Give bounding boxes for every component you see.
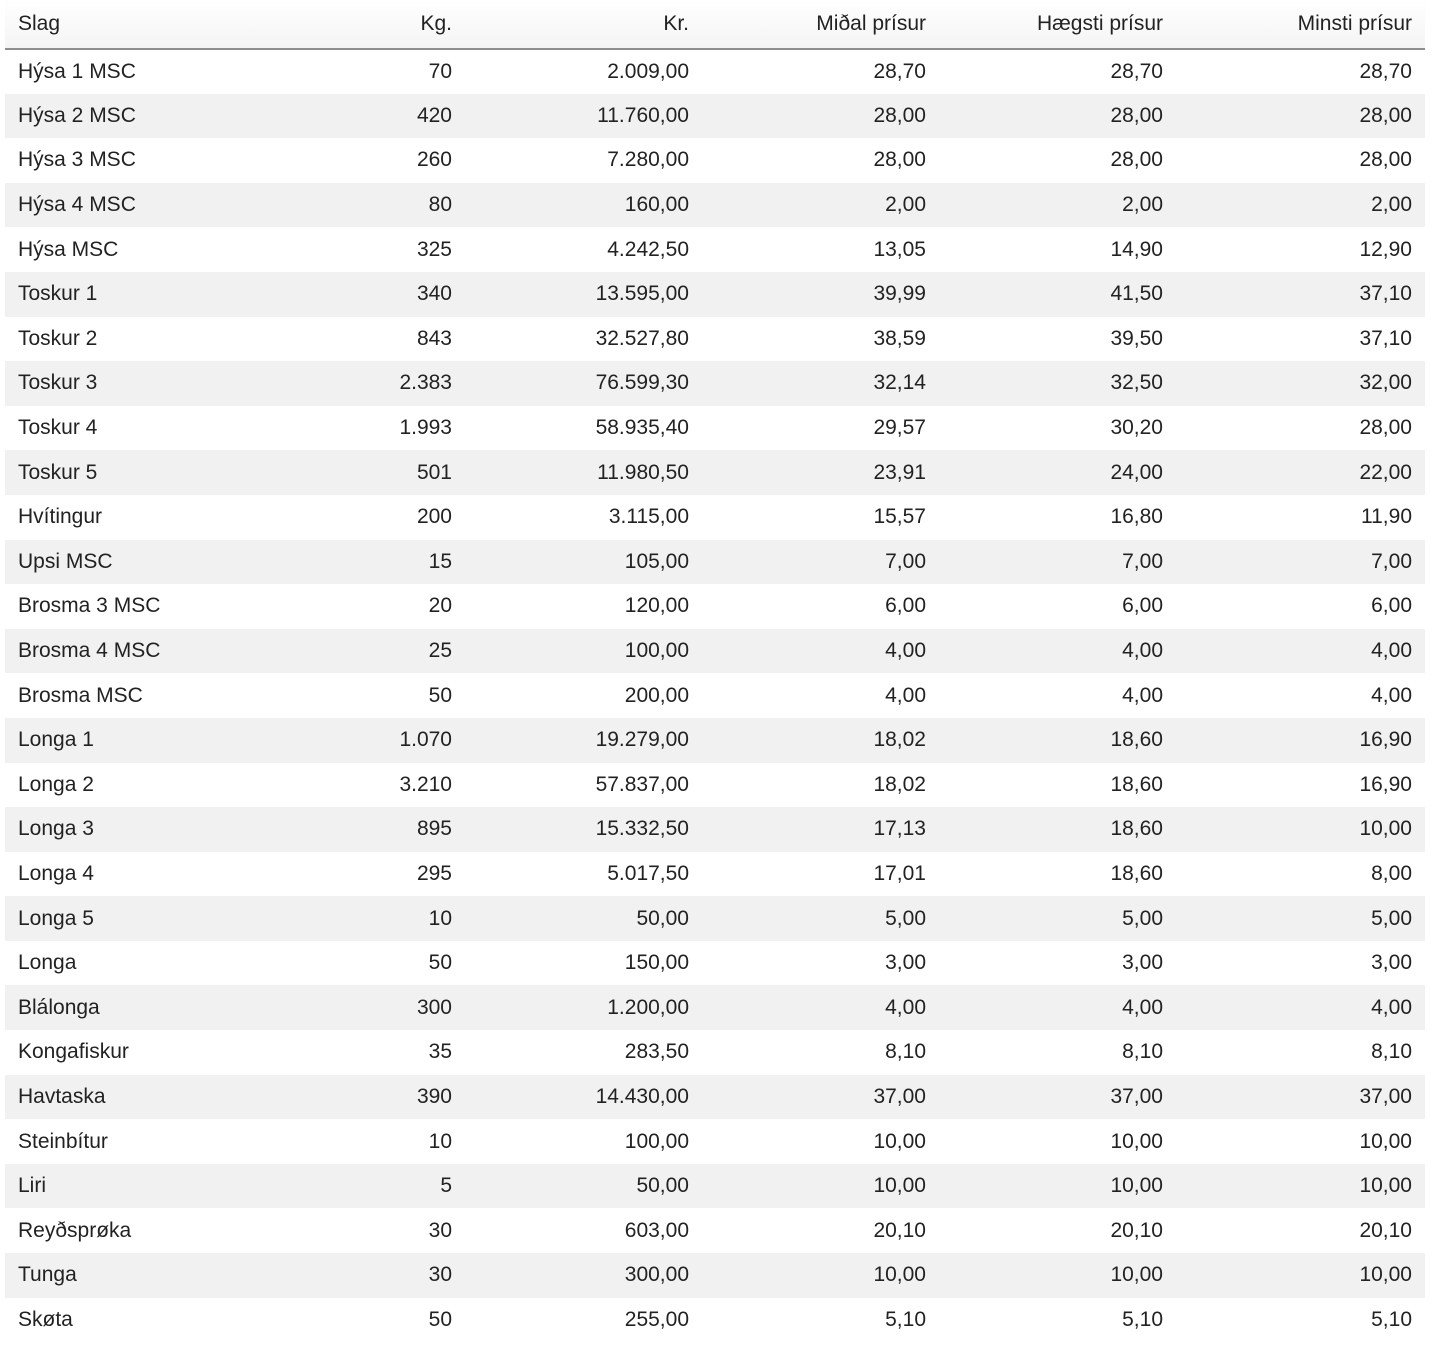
cell-highest-price: 37,00 (1110, 1084, 1163, 1108)
cell-lowest-price: 10,00 (1359, 1174, 1412, 1198)
cell-average-price: 28,70 (873, 59, 926, 83)
cell-average-price: 38,59 (873, 326, 926, 350)
cell-lowest-price: 28,00 (1359, 103, 1412, 127)
cell-highest-price: 10,00 (1110, 1263, 1163, 1287)
cell-species: Toskur 2 (18, 326, 98, 350)
cell-lowest-price: 7,00 (1371, 549, 1412, 573)
table-row (5, 896, 1425, 941)
cell-kr: 7.280,00 (607, 148, 689, 172)
cell-average-price: 28,00 (873, 103, 926, 127)
table-row (5, 361, 1425, 406)
cell-lowest-price: 28,00 (1359, 416, 1412, 440)
cell-species: Liri (18, 1174, 47, 1198)
table-row (5, 763, 1425, 808)
cell-kg: 80 (428, 193, 452, 217)
cell-highest-price: 7,00 (1122, 549, 1163, 573)
cell-kr: 3.115,00 (608, 505, 689, 529)
column-header-kg[interactable]: Kg. (245, 0, 465, 49)
cell-kr: 14.430,00 (595, 1084, 689, 1108)
cell-average-price: 18,02 (873, 772, 926, 796)
cell-kg: 30 (428, 1218, 452, 1242)
cell-kr: 100,00 (624, 639, 689, 663)
cell-highest-price: 2,00 (1122, 193, 1163, 217)
cell-lowest-price: 32,00 (1359, 371, 1412, 395)
table-body (5, 49, 1425, 1342)
table-row (5, 1119, 1425, 1164)
cell-average-price: 15,57 (873, 505, 926, 529)
table-row (5, 1164, 1425, 1209)
cell-average-price: 28,00 (873, 148, 926, 172)
cell-species: Brosma 3 MSC (18, 594, 161, 618)
cell-lowest-price: 10,00 (1359, 1263, 1412, 1287)
cell-highest-price: 18,60 (1110, 817, 1163, 841)
cell-kr: 100,00 (624, 1129, 689, 1153)
cell-kr: 58.935,40 (595, 416, 689, 440)
cell-lowest-price: 5,00 (1371, 906, 1412, 930)
cell-species: Skøta (18, 1307, 73, 1331)
table-row (5, 317, 1425, 362)
table-row (5, 272, 1425, 317)
table-row (5, 406, 1425, 451)
cell-kg: 70 (428, 59, 452, 83)
cell-highest-price: 4,00 (1122, 639, 1163, 663)
cell-lowest-price: 10,00 (1359, 1129, 1412, 1153)
table-row (5, 718, 1425, 763)
cell-species: Hýsa 3 MSC (18, 148, 136, 172)
cell-kr: 1.200,00 (607, 995, 689, 1019)
cell-kr: 57.837,00 (595, 772, 689, 796)
cell-species: Steinbítur (18, 1129, 108, 1153)
cell-kg: 843 (416, 326, 452, 350)
cell-species: Toskur 3 (18, 371, 98, 395)
cell-highest-price: 18,60 (1110, 861, 1163, 885)
table-row (5, 629, 1425, 674)
cell-average-price: 32,14 (873, 371, 926, 395)
column-header-average-price[interactable]: Miðal prísur (702, 0, 939, 49)
cell-kr: 2.009,00 (607, 59, 689, 83)
table-row (5, 138, 1425, 183)
cell-species: Brosma MSC (18, 683, 143, 707)
column-header-kr[interactable]: Kr. (465, 0, 702, 49)
cell-kr: 76.599,30 (595, 371, 689, 395)
cell-highest-price: 24,00 (1110, 460, 1163, 484)
cell-kg: 501 (416, 460, 452, 484)
cell-kr: 603,00 (624, 1218, 689, 1242)
cell-species: Havtaska (18, 1084, 106, 1108)
cell-kr: 105,00 (624, 549, 689, 573)
cell-kg: 50 (428, 683, 452, 707)
table-header (5, 0, 1425, 49)
cell-highest-price: 41,50 (1110, 282, 1163, 306)
cell-highest-price: 6,00 (1122, 594, 1163, 618)
cell-lowest-price: 37,10 (1359, 326, 1412, 350)
cell-average-price: 4,00 (885, 995, 926, 1019)
cell-kg: 390 (416, 1084, 452, 1108)
price-table-container (5, 0, 1425, 1342)
cell-lowest-price: 16,90 (1359, 772, 1412, 796)
cell-kg: 10 (428, 906, 452, 930)
cell-average-price: 8,10 (885, 1040, 926, 1064)
cell-species: Hýsa 4 MSC (18, 193, 136, 217)
cell-lowest-price: 5,10 (1371, 1307, 1412, 1331)
cell-highest-price: 10,00 (1110, 1129, 1163, 1153)
cell-species: Hýsa 2 MSC (18, 103, 136, 127)
cell-lowest-price: 22,00 (1359, 460, 1412, 484)
cell-highest-price: 10,00 (1110, 1174, 1163, 1198)
cell-species: Upsi MSC (18, 549, 113, 573)
table-row (5, 495, 1425, 540)
cell-kg: 420 (416, 103, 452, 127)
cell-highest-price: 5,10 (1122, 1307, 1163, 1331)
cell-species: Hýsa MSC (18, 237, 119, 261)
table-row (5, 227, 1425, 272)
cell-average-price: 23,91 (873, 460, 926, 484)
cell-species: Tunga (18, 1263, 77, 1287)
cell-average-price: 2,00 (885, 193, 926, 217)
cell-average-price: 10,00 (873, 1263, 926, 1287)
cell-lowest-price: 4,00 (1371, 683, 1412, 707)
cell-highest-price: 14,90 (1110, 237, 1163, 261)
table-row (5, 673, 1425, 718)
table-header-row (5, 0, 1425, 49)
cell-average-price: 3,00 (885, 951, 926, 975)
table-row (5, 852, 1425, 897)
cell-lowest-price: 20,10 (1359, 1218, 1412, 1242)
table-row (5, 94, 1425, 139)
cell-kg: 20 (428, 594, 452, 618)
cell-kr: 13.595,00 (595, 282, 689, 306)
cell-kr: 255,00 (624, 1307, 689, 1331)
cell-kr: 5.017,50 (607, 861, 689, 885)
cell-species: Longa 3 (18, 817, 94, 841)
cell-species: Longa 2 (18, 772, 94, 796)
cell-kr: 160,00 (624, 193, 689, 217)
cell-kg: 1.993 (399, 416, 452, 440)
cell-highest-price: 18,60 (1110, 772, 1163, 796)
cell-highest-price: 8,10 (1122, 1040, 1163, 1064)
cell-average-price: 18,02 (873, 728, 926, 752)
cell-highest-price: 5,00 (1122, 906, 1163, 930)
cell-average-price: 4,00 (885, 683, 926, 707)
cell-average-price: 10,00 (873, 1129, 926, 1153)
column-header-species[interactable]: Slag (5, 0, 245, 49)
column-header-lowest-price[interactable]: Minsti prísur (1176, 0, 1425, 49)
cell-average-price: 7,00 (885, 549, 926, 573)
cell-average-price: 5,00 (885, 906, 926, 930)
cell-kg: 295 (416, 861, 452, 885)
table-row (5, 584, 1425, 629)
cell-kg: 325 (416, 237, 452, 261)
cell-kg: 15 (428, 549, 452, 573)
cell-kr: 50,00 (636, 906, 689, 930)
cell-species: Blálonga (18, 995, 100, 1019)
cell-kg: 1.070 (399, 728, 452, 752)
cell-lowest-price: 16,90 (1359, 728, 1412, 752)
table-row (5, 1298, 1425, 1343)
cell-species: Kongafiskur (18, 1040, 129, 1064)
cell-kr: 283,50 (624, 1040, 689, 1064)
cell-species: Toskur 5 (18, 460, 98, 484)
cell-kr: 19.279,00 (595, 728, 689, 752)
cell-average-price: 37,00 (873, 1084, 926, 1108)
cell-lowest-price: 4,00 (1371, 639, 1412, 663)
cell-lowest-price: 28,70 (1359, 59, 1412, 83)
cell-kg: 300 (416, 995, 452, 1019)
cell-species: Reyðsprøka (18, 1218, 132, 1242)
cell-highest-price: 28,70 (1110, 59, 1163, 83)
cell-kg: 340 (416, 282, 452, 306)
cell-lowest-price: 6,00 (1371, 594, 1412, 618)
table-row (5, 183, 1425, 228)
cell-average-price: 29,57 (873, 416, 926, 440)
cell-highest-price: 32,50 (1110, 371, 1163, 395)
cell-lowest-price: 37,10 (1359, 282, 1412, 306)
cell-kg: 35 (428, 1040, 452, 1064)
cell-average-price: 5,10 (885, 1307, 926, 1331)
cell-species: Longa (18, 951, 77, 975)
cell-kr: 120,00 (624, 594, 689, 618)
table-row (5, 1208, 1425, 1253)
cell-highest-price: 16,80 (1110, 505, 1163, 529)
cell-kg: 30 (428, 1263, 452, 1287)
cell-kg: 50 (428, 1307, 452, 1331)
cell-kr: 300,00 (624, 1263, 689, 1287)
cell-species: Toskur 1 (18, 282, 98, 306)
table-row (5, 450, 1425, 495)
cell-kg: 5 (440, 1174, 452, 1198)
cell-average-price: 13,05 (873, 237, 926, 261)
cell-average-price: 17,01 (873, 861, 926, 885)
cell-kr: 200,00 (624, 683, 689, 707)
table-row (5, 1030, 1425, 1075)
cell-lowest-price: 3,00 (1371, 951, 1412, 975)
cell-highest-price: 30,20 (1110, 416, 1163, 440)
price-table (5, 0, 1425, 1342)
table-row (5, 1075, 1425, 1120)
cell-highest-price: 18,60 (1110, 728, 1163, 752)
cell-lowest-price: 28,00 (1359, 148, 1412, 172)
cell-species: Brosma 4 MSC (18, 639, 161, 663)
cell-kg: 3.210 (399, 772, 452, 796)
cell-lowest-price: 37,00 (1359, 1084, 1412, 1108)
cell-species: Longa 4 (18, 861, 94, 885)
cell-lowest-price: 4,00 (1371, 995, 1412, 1019)
cell-kr: 32.527,80 (595, 326, 689, 350)
cell-highest-price: 4,00 (1122, 995, 1163, 1019)
cell-average-price: 4,00 (885, 639, 926, 663)
cell-kg: 2.383 (399, 371, 452, 395)
cell-kg: 50 (428, 951, 452, 975)
cell-kr: 11.760,00 (597, 103, 689, 127)
table-row (5, 941, 1425, 986)
table-row (5, 985, 1425, 1030)
cell-kr: 150,00 (624, 951, 689, 975)
cell-lowest-price: 12,90 (1359, 237, 1412, 261)
table-row (5, 1253, 1425, 1298)
cell-highest-price: 3,00 (1122, 951, 1163, 975)
cell-highest-price: 28,00 (1110, 148, 1163, 172)
cell-highest-price: 20,10 (1110, 1218, 1163, 1242)
cell-average-price: 10,00 (873, 1174, 926, 1198)
cell-average-price: 20,10 (873, 1218, 926, 1242)
cell-kr: 50,00 (636, 1174, 689, 1198)
column-header-highest-price[interactable]: Hægsti prísur (939, 0, 1176, 49)
cell-highest-price: 39,50 (1110, 326, 1163, 350)
cell-species: Toskur 4 (18, 416, 98, 440)
cell-kr: 15.332,50 (595, 817, 689, 841)
cell-kg: 895 (416, 817, 452, 841)
cell-lowest-price: 10,00 (1359, 817, 1412, 841)
cell-species: Hýsa 1 MSC (18, 59, 136, 83)
table-row (5, 49, 1425, 94)
cell-species: Longa 1 (18, 728, 94, 752)
table-row (5, 540, 1425, 585)
cell-kr: 4.242,50 (607, 237, 689, 261)
cell-lowest-price: 11,90 (1361, 505, 1412, 529)
cell-kg: 260 (416, 148, 452, 172)
cell-kg: 10 (428, 1129, 452, 1153)
cell-highest-price: 4,00 (1122, 683, 1163, 707)
cell-kg: 200 (416, 505, 452, 529)
cell-highest-price: 28,00 (1110, 103, 1163, 127)
cell-average-price: 17,13 (873, 817, 926, 841)
cell-lowest-price: 8,10 (1371, 1040, 1412, 1064)
cell-lowest-price: 2,00 (1371, 193, 1412, 217)
cell-species: Longa 5 (18, 906, 94, 930)
cell-kr: 11.980,50 (597, 460, 689, 484)
table-row (5, 807, 1425, 852)
cell-average-price: 39,99 (873, 282, 926, 306)
cell-lowest-price: 8,00 (1371, 861, 1412, 885)
cell-species: Hvítingur (18, 505, 103, 529)
cell-average-price: 6,00 (885, 594, 926, 618)
cell-kg: 25 (428, 639, 452, 663)
